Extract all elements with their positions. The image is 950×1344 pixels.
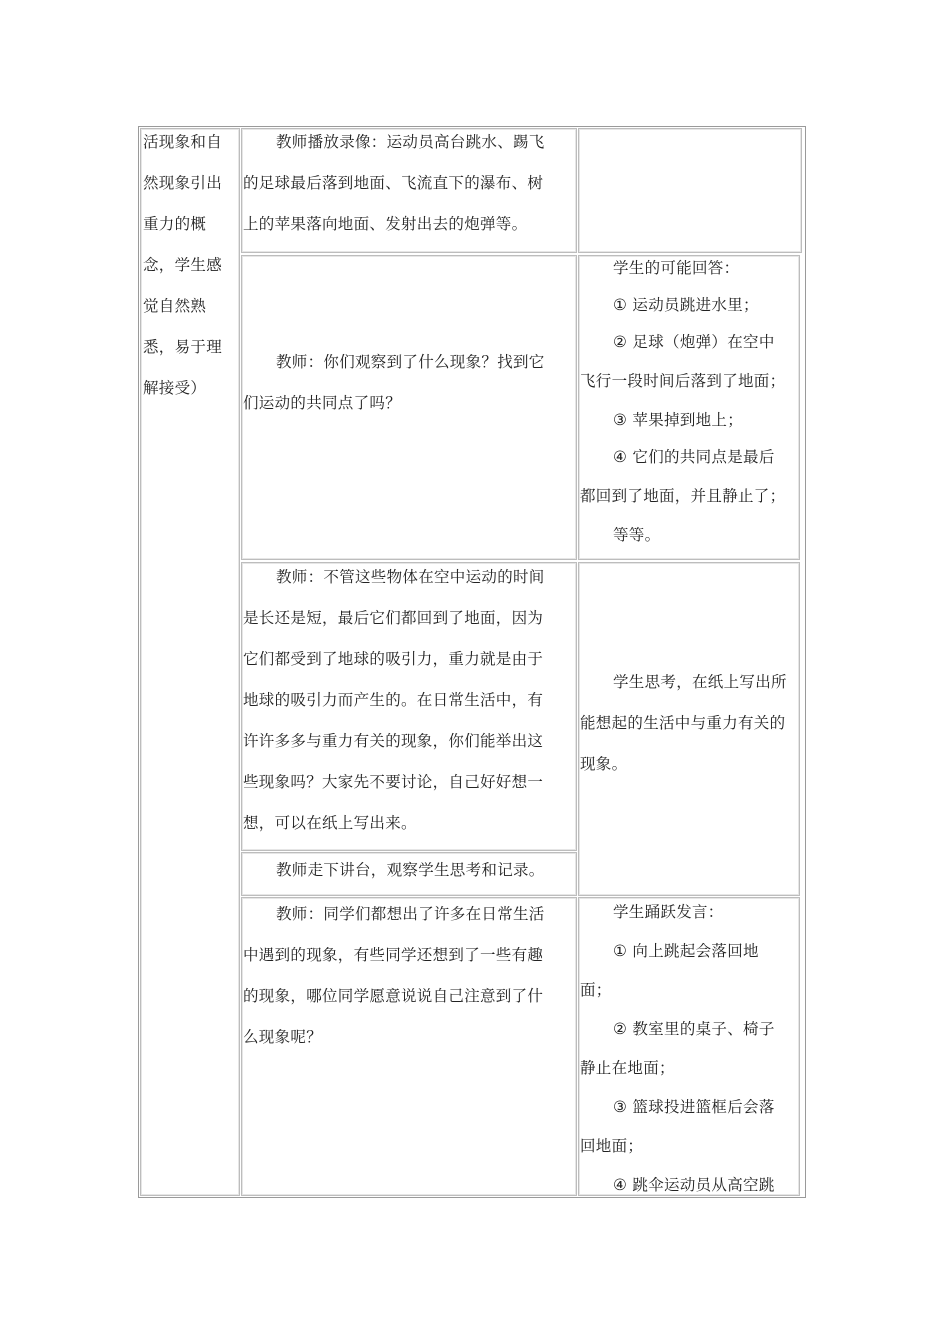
text-line: 教师播放录像：运动员高台跳水、踢飞 [276, 133, 545, 151]
text-line: ① 向上跳起会落回地 [613, 942, 759, 960]
text-line: 许许多多与重力有关的现象，你们能举出这 [243, 732, 544, 750]
row3-teacher2-text [243, 850, 545, 891]
row1-student-cell [578, 128, 802, 253]
text-line: ② 教室里的桌子、椅子 [613, 1020, 775, 1038]
text-line: 重力的概 [143, 215, 207, 233]
text-line: 想，可以在纸上写出来。 [243, 814, 417, 832]
text-line: 它们都受到了地球的吸引力，重力就是由于 [243, 650, 544, 668]
row2-student-text [580, 250, 785, 554]
text-line: 念，学生感 [143, 256, 223, 274]
text-line: 都回到了地面，并且静止了； [580, 487, 786, 505]
text-line: 悉，易于理 [143, 338, 223, 356]
text-line: 教师：同学们都想出了许多在日常生活 [276, 905, 545, 923]
text-line: ① 运动员跳进水里； [613, 296, 759, 314]
row2-teacher-text [243, 342, 545, 424]
text-line: ④ 跳伞运动员从高空跳 [613, 1176, 775, 1194]
text-line: 解接受） [143, 379, 207, 397]
text-line: ② 足球（炮弹）在空中 [613, 333, 775, 351]
text-line: 的足球最后落到地面、飞流直下的瀑布、树 [243, 174, 544, 192]
text-line: 的现象，哪位同学愿意说说自己注意到了什 [243, 987, 544, 1005]
text-line: 现象。 [580, 755, 628, 773]
text-line: 等等。 [613, 526, 661, 544]
text-line: 面； [580, 981, 612, 999]
text-line: 飞行一段时间后落到了地面； [580, 372, 786, 390]
text-line: 教师：你们观察到了什么现象？找到它 [276, 353, 545, 371]
text-line: 教师走下讲台，观察学生思考和记录。 [276, 861, 545, 879]
text-line: 活现象和自 [143, 133, 223, 151]
text-line: 上的苹果落向地面、发射出去的炮弹等。 [243, 215, 528, 233]
text-line: 学生思考，在纸上写出所 [613, 673, 787, 691]
text-line: ④ 它们的共同点是最后 [613, 448, 775, 466]
row4-student-text [580, 894, 775, 1206]
text-line: 回地面； [580, 1137, 644, 1155]
text-line: 能想起的生活中与重力有关的 [580, 714, 786, 732]
text-line: 静止在地面； [580, 1059, 675, 1077]
row3-student-text [580, 662, 787, 785]
row4-teacher-text [243, 894, 545, 1058]
text-line: 然现象引出 [143, 174, 223, 192]
row3-teacher-text [243, 557, 545, 844]
text-line: 学生踊跃发言： [613, 903, 724, 921]
text-line: 么现象呢？ [243, 1028, 323, 1046]
text-line: 们运动的共同点了吗？ [243, 394, 402, 412]
left-column-text [143, 122, 222, 409]
text-line: 中遇到的现象，有些同学还想到了一些有趣 [243, 946, 544, 964]
row1-teacher-text [243, 122, 545, 245]
text-line: 学生的可能回答： [613, 259, 740, 277]
text-line: ③ 苹果掉到地上； [613, 411, 744, 429]
text-line: 是长还是短，最后它们都回到了地面，因为 [243, 609, 544, 627]
text-line: 些现象吗？大家先不要讨论，自己好好想一 [243, 773, 544, 791]
text-line: ③ 篮球投进篮框后会落 [613, 1098, 775, 1116]
text-line: 教师：不管这些物体在空中运动的时间 [276, 568, 545, 586]
text-line: 觉自然熟 [143, 297, 207, 315]
text-line: 地球的吸引力而产生的。在日常生活中，有 [243, 691, 544, 709]
